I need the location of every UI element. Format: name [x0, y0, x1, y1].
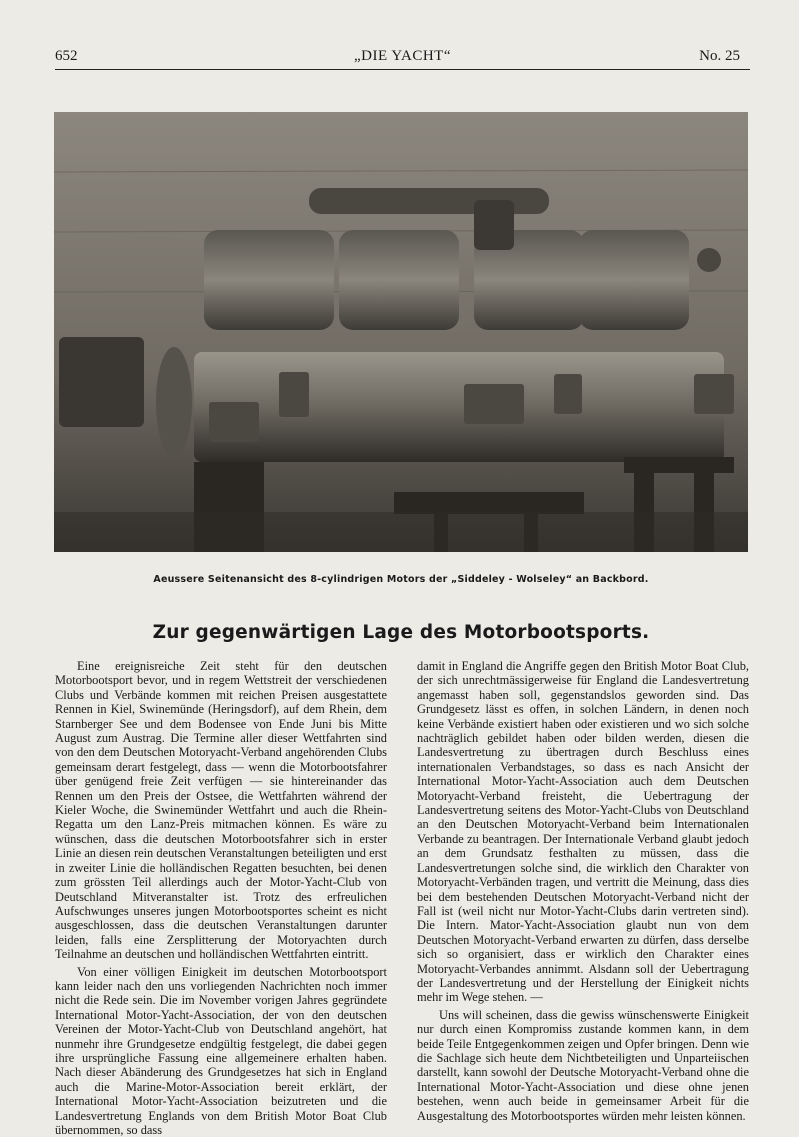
figure-caption: Aeussere Seitenansicht des 8-cylindrigen Motors der „Siddeley - Wolseley“ an Backbord. [153, 574, 649, 585]
journal-title: „DIE YACHT“ [353, 48, 451, 64]
engine-photograph [54, 112, 748, 552]
paragraph: Von einer völligen Einigkeit im deutschen Motorbootsport kann leider nach den uns vorliegenden Nachrichten noch immer nicht die Rede sein. Die im November vorigen Jahres gegründete International Motor-Yacht-Association, der von den deutschen Vereinen der Motor-Yacht-Club von Deutschland angehört, hat nunmehr ihre Grundgesetze endgültig festgelegt, die dabei gegen ihre ursprüngliche Fassung eine allgemeinere erhalten haben. Nach dieser Abänderung des Grundgesetzes hat sich in England auch die Marine-Motor-Association bereit erklärt, der International Motor-Yacht-Association beizutreten und die Landesvertretung Englands von dem British Motor Boat Club übernommen, so dass [55, 964, 387, 1137]
paragraph: Uns will scheinen, dass die gewiss wünschenswerte Einigkeit nur durch einen Kompromiss zustande kommen kann, in dem beide Teile Entgegenkommen zeigen und Opfer bringen. Denn wie die Sachlage sich heute dem Nichtbeteiligten und Unparteiischen darstellt, kann sowohl der Deutsche Motoryacht-Verband ohne die International Motor-Yacht-Association und diese ohne jenen bestehen, wenn auch beide in gemeinsamer Arbeit für die Ausgestaltung des Motorbootsportes würden mehr leisten können. [417, 1007, 749, 1123]
article-right-column [417, 659, 749, 1123]
paragraph: Eine ereignisreiche Zeit steht für den deutschen Motorbootsport bevor, und in regem Wettstreit der verschiedenen Clubs und Verbände kommen mit reichen Preisen ausgestattete Rennen in Kiel, Swinemünde (Heringsdorf), auf dem Rhein, dem Starnberger See und dem Bodensee von Ende Juni bis Mitte August zum Austrag. Die Termine aller dieser Wettfahrten sind von den dem Deutschen Motoryacht-Verband angehörenden Clubs gemeinsam derart festgelegt, dass — wenn die Motorbootsfahrer über genügend freie Zeit verfügen — sie hintereinander das Rennen um den Preis der Ostsee, die Wettfahrten während der Kieler Woche, die Swinemünder Wettfahrt und auch die Rhein-Regatta um den Lanz-Preis mitmachen können. Es wäre zu wünschen, dass die deutschen Motorbootsfahrer sich in erster Linie an diesen rein deutschen Veranstaltungen beteiligten und erst in zweiter Linie die holländischen Regatten besuchten, bei denen zum grössten Teil allerdings auch der Motor-Yacht-Club von Deutschland Mitveranstalter ist. Trotz des erfreulichen Aufschwunges unseres jungen Motorbootsportes scheint es nicht ausgeschlossen, dass die deutschen Veranstaltungen darunter leiden, falls eine Zersplitterung der Motoryachten durch Teilnahme an deutschen und holländischen Wettfahrten eintritt. [55, 659, 387, 962]
header-rule [55, 69, 750, 70]
page-number: 652 [55, 48, 78, 64]
page-header [55, 48, 750, 70]
paragraph: damit in England die Angriffe gegen den British Motor Boat Club, der sich unrechtmässigerweise für England die Landesvertretung angemasst haben soll, gegenstandslos geworden sind. Das Grundgesetz lässt es offen, in solchen Ländern, in denen noch keine Verbände existiert haben oder existieren und wo sich solche nachträglich gebildet haben oder bilden werden, diesen die Landesvertretung zu übertragen durch Beschluss eines internationalen Verbandstages, so dass es nach Ansicht der International Motor-Yacht-Association auch dem Deutschen Motoryacht-Verband freisteht, die Uebertragung der Landesvertretung seitens des Motor-Yacht-Clubs von Deutschland an den Deutschen Motoryacht-Verband beim Internationalen Verbande zu beantragen. Der Internationale Verband glaubt jedoch an dem Grundsatz festhalten zu müssen, dass die Landesvertretungen solche sind, die wirklich den Charakter von Motoryacht-Verbänden tragen, und vertritt die Meinung, dass dies bei dem bestehenden Deutschen Motoryacht-Verband nicht der Fall ist (weil nicht nur Motor-Yacht-Clubs darin vertreten sind). Die Intern. Mator-Yacht-Association glaubt nun von dem Deutschen Motoryacht-Verband erwarten zu dürfen, dass derselbe sich so organisiert, dass er wirklich den Charakter eines Motoryacht-Verbandes annimmt. Alsdann soll der Uebertragung der Landesvertretung und der Herstellung der Einigkeit nichts mehr im Wege stehen. — [417, 659, 749, 1005]
article-left-column [55, 659, 387, 1137]
issue-number: No. 25 [699, 48, 740, 64]
article-headline: Zur gegenwärtigen Lage des Motorbootsports. [152, 622, 650, 643]
